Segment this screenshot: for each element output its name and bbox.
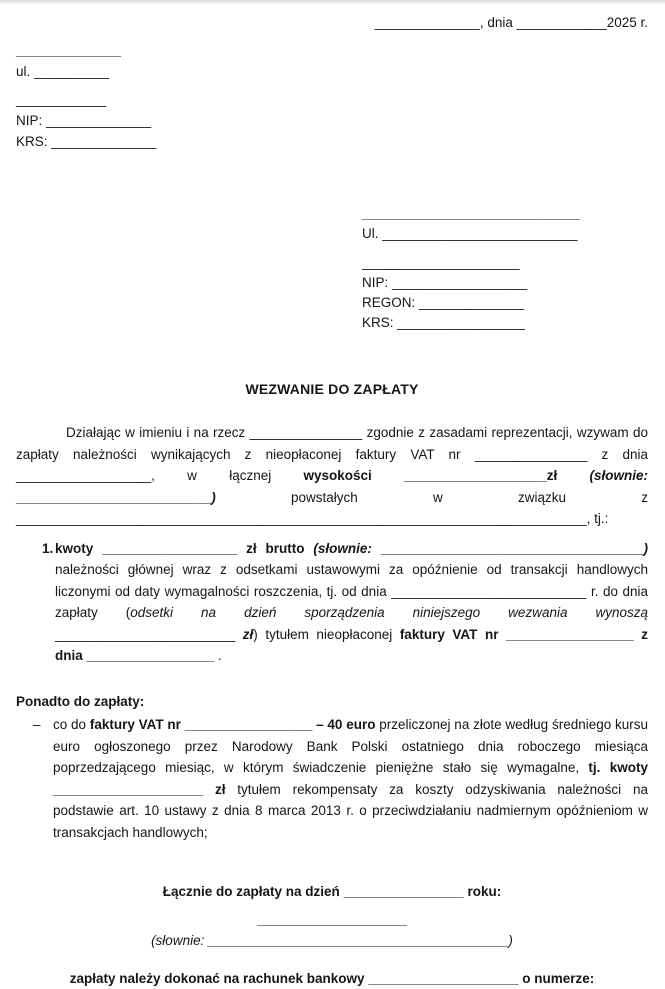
krs-label: KRS: xyxy=(362,315,397,330)
blank-field: __________________________ xyxy=(391,584,586,599)
item-text: należności głównej wraz z odsetkami ustawowymi za opóźnienie od transakcji handlowych liczonymi od daty wymagalności roszczenia, tj. od dnia xyxy=(55,562,648,599)
blank-field: __________________________ xyxy=(16,490,211,505)
city-blank-field: ______________ xyxy=(375,15,480,30)
item-text: co do xyxy=(53,717,90,732)
blank-field: _________________ xyxy=(185,717,313,732)
intro-text: z dnia xyxy=(587,447,648,462)
amount-label: tj. kwoty xyxy=(588,760,648,775)
dash-marker: – xyxy=(33,714,41,736)
intro-text: Działając w imieniu i na rzecz xyxy=(66,425,250,440)
recipient-regon-line xyxy=(362,293,648,313)
intro-paragraph xyxy=(16,422,648,530)
sender-krs-blank: ______________ xyxy=(51,134,156,149)
blank-field: ________________________ xyxy=(55,627,235,642)
blank-field: ________________________________________ xyxy=(208,933,508,948)
recipient-block xyxy=(362,204,648,333)
bank-account-line xyxy=(16,968,648,989)
recipient-regon-blank: ______________ xyxy=(419,295,524,310)
currency-label: zł xyxy=(203,782,225,797)
slownie-close: ) xyxy=(508,933,513,948)
intro-text: , tj.: xyxy=(587,511,609,526)
blank-field: _______________ xyxy=(250,425,363,440)
intro-amount-label: wysokości xyxy=(303,468,404,483)
blank-field: ____________________ xyxy=(368,971,518,986)
blank-field: _________________ xyxy=(506,627,634,642)
claim-item-1 xyxy=(16,538,648,667)
intro-text: powstałych w związku z xyxy=(216,490,648,505)
nip-label: NIP: xyxy=(16,113,46,128)
regon-label: REGON: xyxy=(362,295,419,310)
sender-krs-line xyxy=(16,131,648,152)
sender-block xyxy=(16,40,648,152)
sender-nip-blank: ______________ xyxy=(46,113,151,128)
recipient-nip-blank: __________________ xyxy=(392,275,527,290)
recipient-extra-blank: _____________________ xyxy=(362,253,648,273)
slownie-close: ) xyxy=(211,490,216,505)
gross-label: zł brutto xyxy=(237,541,313,556)
blank-field: ____________________________________________________________________________ xyxy=(16,511,587,526)
document-title: WEZWANIE DO ZAPŁATY xyxy=(16,379,648,401)
date-label: z dnia xyxy=(55,627,648,664)
sender-name-blank: ______________ xyxy=(16,40,648,61)
total-due-line xyxy=(16,881,648,903)
item-text: tytułem rekompensaty za koszty odzyskiwania należności na podstawie art. 10 ustawy z dnia 8 marca 2013 r. o przeciwdziałaniu nadmiernym opóźnieniom w transakcjach handlowych; xyxy=(53,782,648,840)
date-line xyxy=(16,12,648,34)
blank-field: ___________________ xyxy=(404,468,547,483)
sender-street-line xyxy=(16,61,648,82)
recipient-street-blank: __________________________ xyxy=(382,226,577,241)
nip-label: NIP: xyxy=(362,275,392,290)
blank-field: ____________________ xyxy=(53,782,203,797)
dnia-label: , dnia xyxy=(480,15,517,30)
year-label: 2025 r. xyxy=(607,15,648,30)
blank-field: ___________________________________ xyxy=(381,541,644,556)
intro-text: , w łącznej xyxy=(151,468,303,483)
invoice-label: faktury VAT nr xyxy=(400,627,506,642)
sender-nip-line xyxy=(16,110,648,131)
recipient-krs-line xyxy=(362,313,648,333)
item-text: przeliczonej na złote według średniego kursu euro ogłoszonego przez Narodowy Bank Polski ostatniego dnia roboczego miesiąca poprzedzającego miesiąc, w którym świadczenie pieniężne stało się wymagalne, xyxy=(53,717,648,775)
total-in-words-line xyxy=(16,930,648,952)
slownie-label: (słownie: xyxy=(313,541,380,556)
total-amount-blank: ____________________ xyxy=(16,909,648,931)
blank-field: _______________ xyxy=(475,447,588,462)
euro-amount-label: – 40 euro xyxy=(312,717,375,732)
street-label: Ul. xyxy=(362,226,382,241)
item-text: . xyxy=(214,648,222,663)
total-due-suffix: roku: xyxy=(464,884,502,899)
krs-label: KRS: xyxy=(16,134,51,149)
slownie-close: ) xyxy=(643,541,648,556)
bank-account-label: zapłaty należy dokonać na rachunek bankowy xyxy=(70,971,369,986)
street-label: ul. xyxy=(16,64,34,79)
currency-label: zł xyxy=(547,468,590,483)
total-due-label: Łącznie do zapłaty na dzień xyxy=(163,884,344,899)
item-text: r. do dnia zapłaty ( xyxy=(55,584,648,621)
intro-text: zgodnie z zasadami reprezentacji, wzywam do zapłaty należności wynikających z nieopłaconej faktury VAT nr xyxy=(16,425,648,462)
list-number: 1. xyxy=(42,538,53,560)
sender-extra-blank: ____________ xyxy=(16,89,648,110)
recipient-nip-line xyxy=(362,273,648,293)
additional-payment-heading: Ponadto do zapłaty: xyxy=(16,691,648,713)
sender-street-blank: __________ xyxy=(34,64,109,79)
currency-label: zł xyxy=(235,627,253,642)
recipient-street-line xyxy=(362,224,648,244)
item-text: ) tytułem nieopłaconej xyxy=(253,627,400,642)
interest-note: odsetki na dzień sporządzenia niniejszego wezwania wynoszą xyxy=(130,605,648,620)
bank-account-suffix: o numerze: xyxy=(519,971,595,986)
invoice-label: faktury VAT nr xyxy=(90,717,185,732)
blank-field: _________________ xyxy=(87,648,215,663)
date-blank-field: ____________ xyxy=(517,15,607,30)
blank-field: ________________ xyxy=(344,884,464,899)
recipient-name-blank: _____________________________ xyxy=(362,204,648,224)
amount-label: kwoty xyxy=(55,541,102,556)
blank-field: __________________ xyxy=(16,468,151,483)
additional-payment-item xyxy=(16,714,648,843)
blank-field: __________________ xyxy=(102,541,237,556)
slownie-label: (słownie: xyxy=(151,933,208,948)
recipient-krs-blank: _________________ xyxy=(397,315,525,330)
slownie-label: (słownie: xyxy=(589,468,648,483)
